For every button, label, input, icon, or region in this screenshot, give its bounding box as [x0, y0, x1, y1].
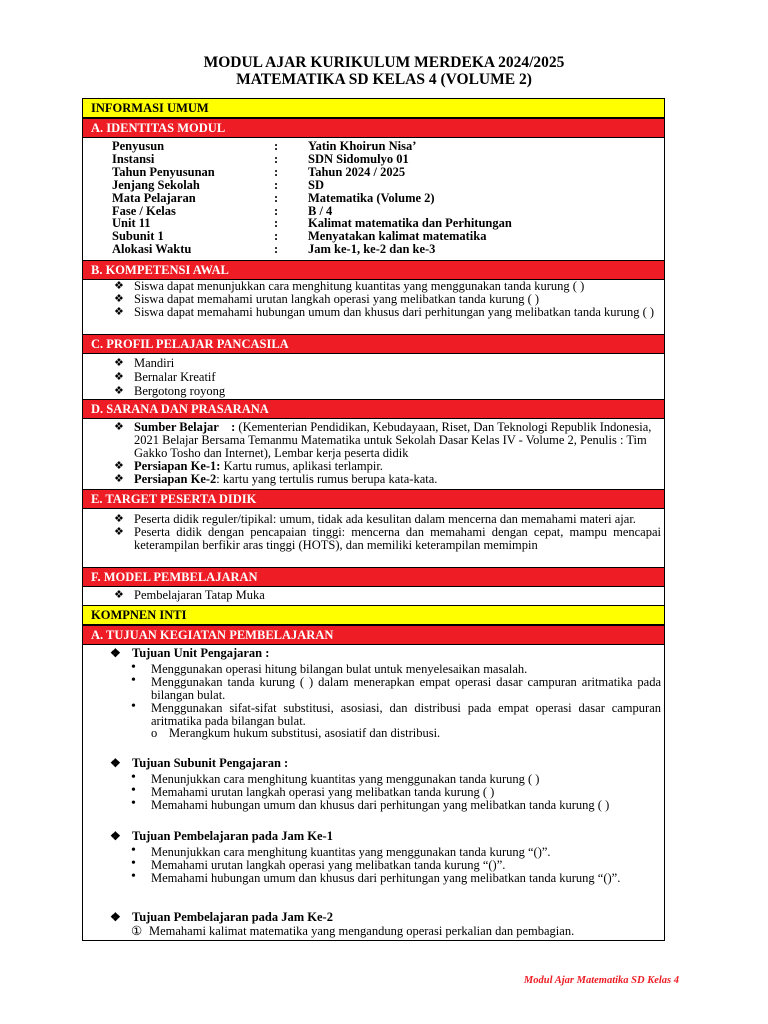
tujuan-subunit-title: ❖ Tujuan Subunit Pengajaran :	[110, 756, 289, 770]
tujuan-kegiatan-header: A. TUJUAN KEGIATAN PEMBELAJARAN	[82, 625, 665, 645]
diamond-bullet-icon: ❖	[114, 459, 124, 472]
identitas-value: Menyatakan kalimat matematika	[308, 229, 487, 244]
diamond-bullet-icon: ❖	[114, 589, 124, 601]
identitas-key: Penyusun	[112, 139, 165, 153]
list-item: ❖ Persiapan Ke-1: Kartu rumus, aplikasi terlampir.	[114, 458, 383, 473]
bullet-icon: •	[131, 842, 136, 858]
identitas-value: Yatin Khoirun Nisa’	[308, 139, 417, 153]
list-item: • Memahami urutan langkah operasi yang melibatkan tanda kurung ( )	[131, 782, 495, 799]
kompetensi-awal-header: B. KOMPETENSI AWAL	[82, 260, 665, 280]
list-item: ❖ Sumber Belajar : (Kementerian Pendidikan, Kebudayaan, Riset, Dan Teknologi Republik Indonesia, 2021 Belajar Bersama Temanmu Matematika untuk Sekolah Dasar Kelas IV - Volume 2, Penulis : Tim Gakko Tosho dan Internet), Lembar kerja peserta didik	[114, 420, 652, 460]
identitas-value: Tahun 2024 / 2025	[308, 164, 406, 179]
identitas-value: B / 4	[308, 203, 333, 218]
diamond-bullet-icon: ❖	[114, 357, 124, 369]
list-item: ① Memahami kalimat matematika yang mengandung operasi perkalian dan pembagian.	[131, 923, 575, 938]
informasi-umum-header: INFORMASI UMUM	[82, 98, 665, 118]
identitas-key: Instansi	[112, 151, 155, 166]
tujuan-subunit-block	[110, 757, 661, 812]
identitas-key: Mata Pelajaran	[112, 190, 196, 205]
list-item: • Menunjukkan cara menghitung kuantitas yang menggunakan tanda kurung ( )	[131, 769, 540, 786]
model-list	[114, 589, 661, 602]
diamond-bullet-icon: ❖	[114, 385, 124, 397]
identitas-key: Tahun Penyusunan	[112, 164, 215, 179]
kompetensi-list	[114, 280, 661, 319]
diamond-bullet-icon: ❖	[114, 371, 124, 383]
list-item: ❖ Siswa dapat memahami hubungan umum dan khusus dari perhitungan yang melibatkan tanda kurung ( )	[114, 304, 655, 319]
identitas-key: Subunit 1	[112, 229, 164, 244]
identitas-modul-header: A. IDENTITAS MODUL	[82, 118, 665, 138]
tujuan-jam1-block	[110, 830, 661, 885]
identitas-value: Kalimat matematika dan Perhitungan	[308, 216, 512, 231]
diamond-bullet-icon: ❖	[114, 421, 124, 433]
list-item: • Memahami hubungan umum dan khusus dari perhitungan yang melibatkan tanda kurung ( )	[131, 795, 610, 812]
sarana-list	[114, 421, 661, 486]
identitas-key: Jenjang Sekolah	[112, 177, 200, 192]
identitas-value: SDN Sidomulyo 01	[308, 151, 409, 166]
profil-list	[114, 356, 661, 398]
diamond-bullet-icon: ❖	[110, 829, 121, 843]
diamond-bullet-icon: ❖	[114, 280, 124, 292]
diamond-bullet-icon: ❖	[114, 292, 124, 305]
target-list	[114, 513, 661, 552]
komponen-inti-header: KOMPNEN INTI	[82, 605, 665, 625]
identitas-row: Penyusun : Yatin Khoirun Nisa’	[112, 140, 512, 153]
list-item: ❖ Pembelajaran Tatap Muka	[114, 588, 265, 602]
bullet-icon: •	[131, 698, 136, 714]
diamond-bullet-icon: ❖	[110, 646, 121, 660]
list-item: ❖ Peserta didik reguler/tipikal: umum, tidak ada kesulitan dalam mencerna dan memahami materi ajar.	[114, 512, 636, 526]
list-item: ❖ Bernalar Kreatif	[114, 370, 216, 384]
identitas-key: Fase / Kelas	[112, 203, 176, 218]
doc-title-line1: MODUL AJAR KURIKULUM MERDEKA 2024/2025	[203, 54, 565, 71]
identitas-row: Unit 11 : Kalimat matematika dan Perhitungan	[112, 216, 512, 231]
bullet-icon: •	[131, 855, 136, 871]
tujuan-jam2-block	[110, 911, 661, 938]
circled-one-icon: ①	[131, 923, 143, 938]
list-item: ❖ Peserta didik dengan pencapaian tinggi: mencerna dan memahami dengan cepat, mampu mencapai keterampilan berfikir aras tinggi (HOTS), dan memiliki keterampilan memimpin	[114, 524, 661, 552]
list-item: o Merangkum hukum substitusi, asosiatif dan distribusi.	[151, 726, 441, 741]
bullet-icon: •	[131, 795, 136, 811]
list-item: • Menggunakan operasi hitung bilangan bulat untuk menyelesaikan masalah.	[131, 659, 528, 676]
target-peserta-header: E. TARGET PESERTA DIDIK	[82, 489, 665, 509]
list-item: ❖ Siswa dapat memahami urutan langkah operasi yang melibatkan tanda kurung ( )	[114, 291, 540, 306]
diamond-bullet-icon: ❖	[110, 756, 121, 770]
list-item: ❖ Persiapan Ke-2: kartu yang tertulis rumus berupa kata-kata.	[114, 471, 438, 486]
identitas-key: Alokasi Waktu	[112, 242, 192, 257]
list-item: ❖ Bergotong royong	[114, 384, 226, 398]
identitas-row: Tahun Penyusunan : Tahun 2024 / 2025	[112, 166, 512, 179]
diamond-bullet-icon: ❖	[114, 472, 124, 485]
bullet-icon: •	[131, 868, 136, 884]
identitas-key: Unit 11	[112, 216, 151, 231]
identitas-row: Mata Pelajaran : Matematika (Volume 2)	[112, 192, 512, 205]
identitas-value: Jam ke-1, ke-2 dan ke-3	[308, 242, 436, 257]
diamond-bullet-icon: ❖	[114, 513, 124, 525]
list-item: • Menunjukkan cara menghitung kuantitas yang menggunakan tanda kurung “()”.	[131, 842, 551, 859]
circle-bullet-icon: o	[151, 726, 158, 741]
identitas-row: Instansi : SDN Sidomulyo 01	[112, 153, 512, 166]
page-footer: Modul Ajar Matematika SD Kelas 4	[523, 975, 679, 986]
model-pembelajaran-header: F. MODEL PEMBELAJARAN	[82, 567, 665, 587]
profil-pancasila-header: C. PROFIL PELAJAR PANCASILA	[82, 334, 665, 354]
doc-title-line2: MATEMATIKA SD KELAS 4 (VOLUME 2)	[236, 71, 532, 88]
identitas-row: Jenjang Sekolah : SD	[112, 179, 512, 192]
identitas-row: Fase / Kelas : B / 4	[112, 205, 512, 218]
tujuan-jam1-title: ❖ Tujuan Pembelajaran pada Jam Ke-1	[110, 829, 333, 843]
bullet-icon: •	[131, 672, 136, 688]
identitas-value: SD	[308, 177, 324, 192]
diamond-bullet-icon: ❖	[114, 525, 124, 538]
identitas-table	[112, 140, 512, 256]
identitas-value: Matematika (Volume 2)	[308, 190, 435, 205]
sarana-prasarana-header: D. SARANA DAN PRASARANA	[82, 399, 665, 419]
list-item: ❖ Siswa dapat menunjukkan cara menghitung kuantitas yang menggunakan tanda kurung ( )	[114, 279, 585, 293]
diamond-bullet-icon: ❖	[114, 305, 124, 318]
list-item: • Menggunakan tanda kurung ( ) dalam menerapkan empat operasi dasar campuran aritmatika pada bilangan bulat.	[131, 672, 661, 702]
identitas-row: Alokasi Waktu : Jam ke-1, ke-2 dan ke-3	[112, 243, 512, 256]
identitas-row: Subunit 1 : Menyatakan kalimat matematika	[112, 230, 512, 243]
bullet-icon: •	[131, 769, 136, 785]
list-item: • Memahami urutan langkah operasi yang melibatkan tanda kurung “()”.	[131, 855, 506, 872]
tujuan-jam2-title: ❖ Tujuan Pembelajaran pada Jam Ke-2	[110, 910, 333, 924]
bullet-icon: •	[131, 782, 136, 798]
list-item: • Memahami hubungan umum dan khusus dari perhitungan yang melibatkan tanda kurung “()”.	[131, 868, 621, 885]
tujuan-unit-title: ❖ Tujuan Unit Pengajaran :	[110, 646, 270, 660]
list-item: • Menggunakan sifat-sifat substitusi, asosiasi, dan distribusi pada empat operasi dasar campuran aritmatika pada bilangan bulat.	[131, 698, 661, 728]
bullet-icon: •	[131, 659, 136, 675]
diamond-bullet-icon: ❖	[110, 910, 121, 924]
tujuan-unit-block	[110, 647, 661, 740]
list-item: ❖ Mandiri	[114, 356, 175, 370]
